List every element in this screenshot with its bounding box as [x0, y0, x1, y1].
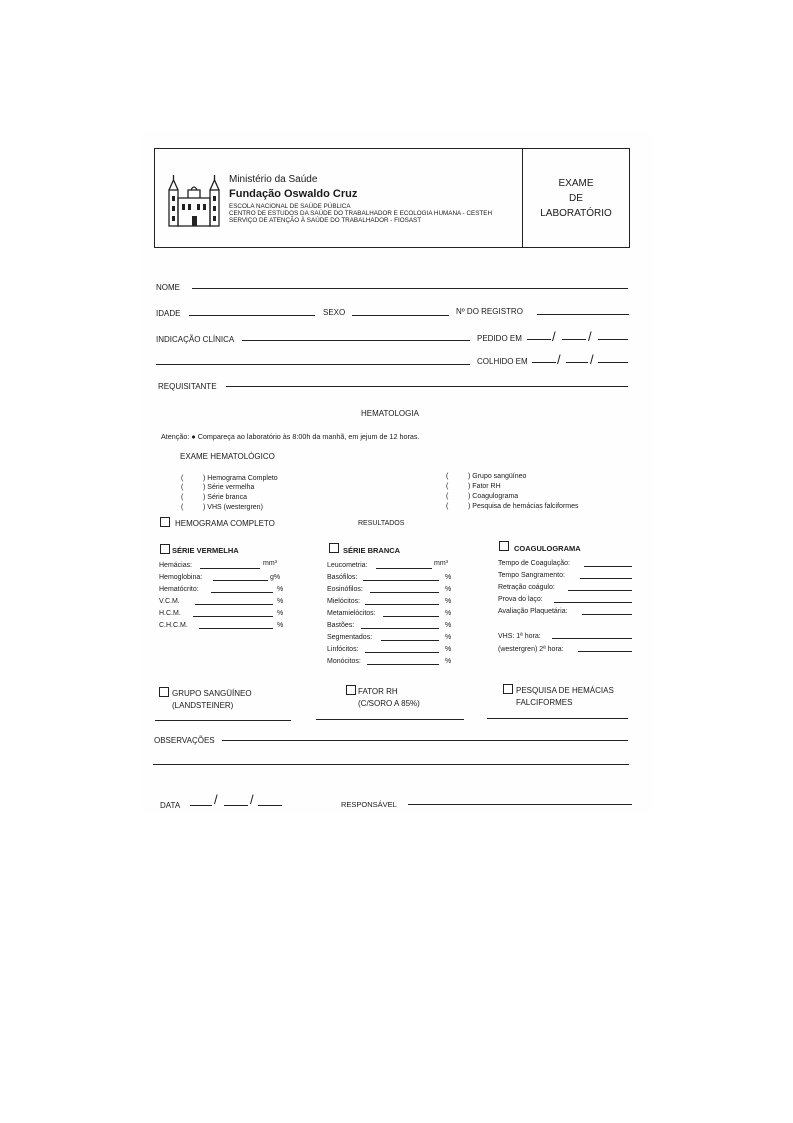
sb-label-basofilos: Basófilos:: [327, 574, 358, 581]
hemograma-checkbox[interactable]: [160, 517, 170, 527]
sb-unit-linfocitos: %: [445, 646, 452, 653]
data-sep-2: /: [250, 792, 254, 807]
responsavel-label: RESPONSÁVEL: [341, 800, 397, 809]
sb-field-bastoes[interactable]: [361, 628, 439, 629]
registro-label: Nº DO REGISTRO: [456, 307, 523, 316]
pedido-sep-1: /: [552, 329, 556, 344]
option-coagulograma[interactable]: ) Coagulograma: [468, 493, 519, 500]
registro-field[interactable]: [537, 314, 629, 315]
sb-field-metamielocitos[interactable]: [383, 616, 439, 617]
sv-field-hcm[interactable]: [193, 616, 273, 617]
vhs-1-field[interactable]: [552, 638, 632, 639]
idade-field[interactable]: [189, 315, 315, 316]
sb-unit-leucometria: mm³: [434, 560, 448, 567]
sb-label-metamielocitos: Metamielócitos:: [327, 610, 376, 617]
sb-label-eosinofilos: Eosinófilos:: [327, 586, 363, 593]
serie-vermelha-title: SÉRIE VERMELHA: [172, 546, 239, 555]
observacoes-label: OBSERVAÇÕES: [154, 736, 215, 745]
grupo-label-1: GRUPO SANGÜÍNEO: [172, 689, 252, 698]
header-line-2: CENTRO DE ESTUDOS DA SAÚDE DO TRABALHADOR E ECOLOGIA HUMANA - CESTEH: [229, 210, 493, 217]
observacoes-field[interactable]: [222, 740, 628, 741]
colhido-day[interactable]: [532, 362, 556, 363]
option-paren: (: [181, 504, 184, 511]
data-day[interactable]: [190, 805, 212, 806]
fator-rh-label-1: FATOR RH: [358, 687, 398, 696]
observacoes-field-2[interactable]: [153, 764, 629, 765]
building-logo: [166, 172, 222, 228]
sv-unit-vcm: %: [277, 598, 284, 605]
sb-field-eosinofilos[interactable]: [370, 592, 439, 593]
indicacao-label: INDICAÇÃO CLÍNICA: [156, 335, 235, 344]
option-pesquisa[interactable]: ) Pesquisa de hemácias falciformes: [468, 503, 579, 510]
cg-label-tempo-coagulacao: Tempo de Coagulação:: [498, 560, 570, 567]
option-serie-vermelha[interactable]: ) Série vermelha: [203, 484, 255, 491]
pedido-sep-2: /: [588, 329, 592, 344]
option-paren: (: [446, 473, 449, 480]
vhs-2-label: (westergren) 2ª hora:: [498, 646, 564, 653]
sb-field-linfocitos[interactable]: [365, 652, 439, 653]
option-paren: (: [446, 493, 449, 500]
option-paren: (: [446, 503, 449, 510]
sv-field-hemoglobina[interactable]: [213, 580, 268, 581]
sb-unit-mielocitos: %: [445, 598, 452, 605]
sv-unit-hemoglobina: g%: [270, 574, 281, 581]
requisitante-field[interactable]: [226, 386, 628, 387]
sb-field-basofilos[interactable]: [363, 580, 439, 581]
exam-title: [523, 176, 629, 221]
option-paren: (: [181, 484, 184, 491]
sv-unit-hematocrito: %: [277, 586, 284, 593]
ministry-name: Ministério da Saúde: [229, 174, 318, 185]
exam-title-line-2: DE: [569, 193, 583, 204]
serie-branca-checkbox[interactable]: [329, 543, 339, 553]
sb-unit-eosinofilos: %: [445, 586, 452, 593]
pedido-month[interactable]: [562, 339, 586, 340]
sv-field-hemacias[interactable]: [200, 568, 260, 569]
sb-unit-basofilos: %: [445, 574, 452, 581]
indicacao-field-2[interactable]: [156, 364, 470, 365]
vhs-1-label: VHS: 1ª hora:: [498, 633, 541, 640]
section-title: HEMATOLOGIA: [361, 409, 419, 418]
sb-field-leucometria[interactable]: [376, 568, 432, 569]
sb-label-bastoes: Bastões:: [327, 622, 355, 629]
sv-field-vcm[interactable]: [195, 604, 273, 605]
grupo-field[interactable]: [155, 720, 291, 721]
cg-field-prova-laco[interactable]: [554, 602, 632, 603]
data-month[interactable]: [224, 805, 248, 806]
option-paren: (: [181, 494, 184, 501]
pedido-year[interactable]: [598, 339, 628, 340]
idade-label: IDADE: [156, 309, 181, 318]
sb-field-monocitos[interactable]: [367, 664, 439, 665]
sv-label-hemoglobina: Hemoglobina:: [159, 574, 203, 581]
pesquisa-checkbox[interactable]: [503, 684, 513, 694]
cg-label-prova-laco: Prova do laço:: [498, 596, 543, 603]
nome-label: NOME: [156, 283, 180, 292]
sexo-label: SEXO: [323, 308, 346, 317]
colhido-label: COLHIDO EM: [477, 357, 528, 366]
sv-field-chcm[interactable]: [199, 628, 273, 629]
pesquisa-label-2: FALCIFORMES: [516, 698, 573, 707]
responsavel-field[interactable]: [408, 804, 632, 805]
sb-unit-monocitos: %: [445, 658, 452, 665]
pedido-label: PEDIDO EM: [477, 334, 522, 343]
grupo-checkbox[interactable]: [159, 687, 169, 697]
requisitante-label: REQUISITANTE: [158, 382, 217, 391]
fator-rh-label-2: (C/SORO A 85%): [358, 699, 420, 708]
sb-label-segmentados: Segmentados:: [327, 634, 373, 641]
serie-vermelha-checkbox[interactable]: [160, 544, 170, 554]
sv-unit-hemacias: mm³: [263, 560, 277, 567]
sv-label-hematocrito: Hematócrito:: [159, 586, 199, 593]
sb-unit-bastoes: %: [445, 622, 452, 629]
sv-unit-chcm: %: [277, 622, 284, 629]
sb-field-mielocitos[interactable]: [365, 604, 439, 605]
indicacao-field[interactable]: [242, 340, 470, 341]
sv-field-hematocrito[interactable]: [211, 592, 273, 593]
sv-unit-hcm: %: [277, 610, 284, 617]
exam-hematologico-label: EXAME HEMATOLÓGICO: [180, 452, 275, 461]
sv-label-chcm: C.H.C.M.: [159, 622, 188, 629]
sb-label-linfocitos: Linfócitos:: [327, 646, 359, 653]
colhido-month[interactable]: [566, 362, 588, 363]
colhido-sep-1: /: [557, 352, 561, 367]
coagulograma-title: COAGULOGRAMA: [514, 544, 581, 553]
exam-title-line-3: LABORATÓRIO: [540, 208, 612, 219]
cg-label-avaliacao: Avaliação Plaquetária:: [498, 608, 568, 615]
option-paren: (: [446, 483, 449, 490]
sv-label-hemacias: Hemácias:: [159, 562, 193, 569]
foundation-name: Fundação Oswaldo Cruz: [229, 188, 358, 200]
option-vhs[interactable]: ) VHS (westergren): [203, 504, 263, 511]
header-line-1: ESCOLA NACIONAL DE SAÚDE PÚBLICA: [229, 203, 351, 210]
hemograma-label: HEMOGRAMA COMPLETO: [175, 519, 275, 528]
attention-note: Atenção: ● Compareça ao laboratório às 8:00h da manhã, em jejum de 12 horas.: [161, 432, 420, 441]
data-sep-1: /: [214, 792, 218, 807]
colhido-sep-2: /: [590, 352, 594, 367]
option-hemograma[interactable]: ) Hemograma Completo: [203, 475, 278, 482]
option-fator-rh[interactable]: ) Fator RH: [468, 483, 501, 490]
sb-unit-metamielocitos: %: [445, 610, 452, 617]
pesquisa-field[interactable]: [487, 718, 628, 719]
colhido-year[interactable]: [598, 362, 628, 363]
grupo-label-2: (LANDSTEINER): [172, 701, 234, 710]
pesquisa-label-1: PESQUISA DE HEMÁCIAS: [516, 686, 614, 695]
sb-unit-segmentados: %: [445, 634, 452, 641]
coagulograma-checkbox[interactable]: [499, 541, 509, 551]
sb-label-mielocitos: Mielócitos:: [327, 598, 361, 605]
sexo-field[interactable]: [352, 315, 449, 316]
sb-label-monocitos: Monócitos:: [327, 658, 361, 665]
fator-rh-checkbox[interactable]: [346, 685, 356, 695]
fator-rh-field[interactable]: [316, 719, 464, 720]
data-label: DATA: [160, 801, 181, 810]
sv-label-vcm: V.C.M.: [159, 598, 180, 605]
cg-field-tempo-sangramento[interactable]: [580, 578, 632, 579]
sb-field-segmentados[interactable]: [381, 640, 439, 641]
cg-label-retracao: Retração coágulo:: [498, 584, 555, 591]
resultados-label: RESULTADOS: [358, 520, 405, 527]
exam-title-line-1: EXAME: [558, 178, 594, 189]
option-paren: (: [181, 475, 184, 482]
serie-branca-title: SÉRIE BRANCA: [343, 546, 401, 555]
sv-label-hcm: H.C.M.: [159, 610, 181, 617]
sb-label-leucometria: Leucometria:: [327, 562, 368, 569]
cg-label-tempo-sangramento: Tempo Sangramento:: [498, 572, 565, 579]
pedido-day[interactable]: [527, 339, 551, 340]
vhs-2-field[interactable]: [578, 651, 632, 652]
data-year[interactable]: [258, 805, 282, 806]
nome-field[interactable]: [192, 288, 628, 289]
cg-field-tempo-coagulacao[interactable]: [584, 566, 632, 567]
header-line-3: SERVIÇO DE ATENÇÃO À SAÚDE DO TRABALHADOR - FIOSAST: [229, 217, 422, 224]
cg-field-avaliacao[interactable]: [582, 614, 632, 615]
option-grupo[interactable]: ) Grupo sangüíneo: [468, 473, 527, 480]
cg-field-retracao[interactable]: [568, 590, 632, 591]
option-serie-branca[interactable]: ) Série branca: [203, 494, 247, 501]
